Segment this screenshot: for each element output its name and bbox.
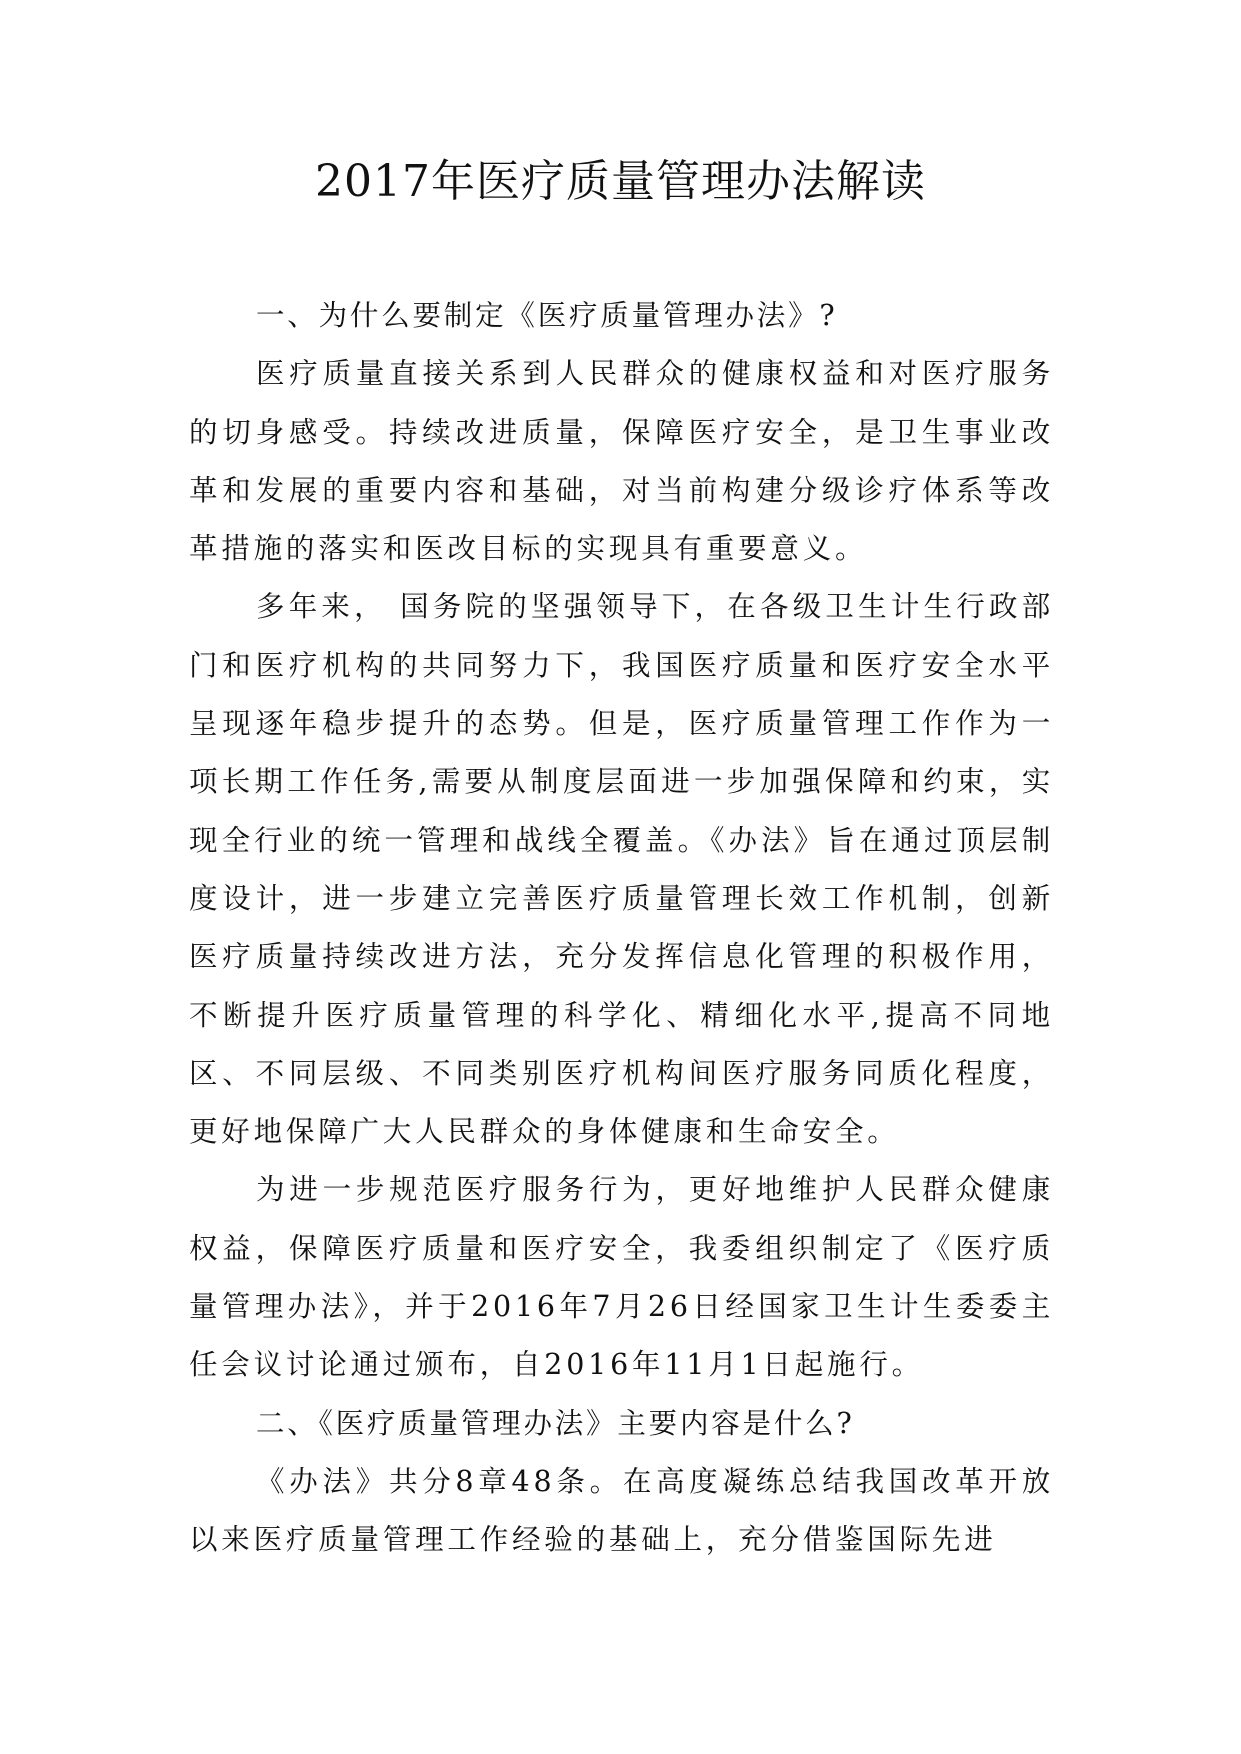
- paragraph-3: 为进一步规范医疗服务行为，更好地维护人民群众健康权益，保障医疗质量和医疗安全，我委组织制定了《医疗质量管理办法》，并于2016年7月26日经国家卫生计生委委主任会议讨论通过颁布，自2016年11月1日起施行。: [189, 1173, 1054, 1382]
- paragraph-1: 医疗质量直接关系到人民群众的健康权益和对医疗服务的切身感受。持续改进质量，保障医疗安全，是卫生事业改革和发展的重要内容和基础，对当前构建分级诊疗体系等改革措施的落实和医改目标的实现具有重要意义。: [189, 357, 1054, 566]
- section-heading-1: 一、为什么要制定《医疗质量管理办法》?: [256, 299, 838, 332]
- paragraph-4: 《办法》共分8章48条。在高度凝练总结我国改革开放以来医疗质量管理工作经验的基础上，充分借鉴国际先进: [189, 1464, 1054, 1557]
- section-heading-2: 二、《医疗质量管理办法》主要内容是什么?: [256, 1406, 855, 1440]
- document-title: 2017年医疗质量管理办法解读: [315, 156, 926, 207]
- document-body: [189, 287, 1054, 1570]
- paragraph-2: 多年来， 国务院的坚强领导下，在各级卫生计生行政部门和医疗机构的共同努力下，我国医疗质量和医疗安全水平呈现逐年稳步提升的态势。但是，医疗质量管理工作作为一项长期工作任务,需要从制度层面进一步加强保障和约束，实现全行业的统一管理和战线全覆盖。《办法》旨在通过顶层制度设计，进一步建立完善医疗质量管理长效工作机制，创新医疗质量持续改进方法，充分发挥信息化管理的积极作用，不断提升医疗质量管理的科学化、精细化水平,提高不同地区、不同层级、不同类别医疗机构间医疗服务同质化程度，更好地保障广大人民群众的身体健康和生命安全。: [189, 590, 1054, 1149]
